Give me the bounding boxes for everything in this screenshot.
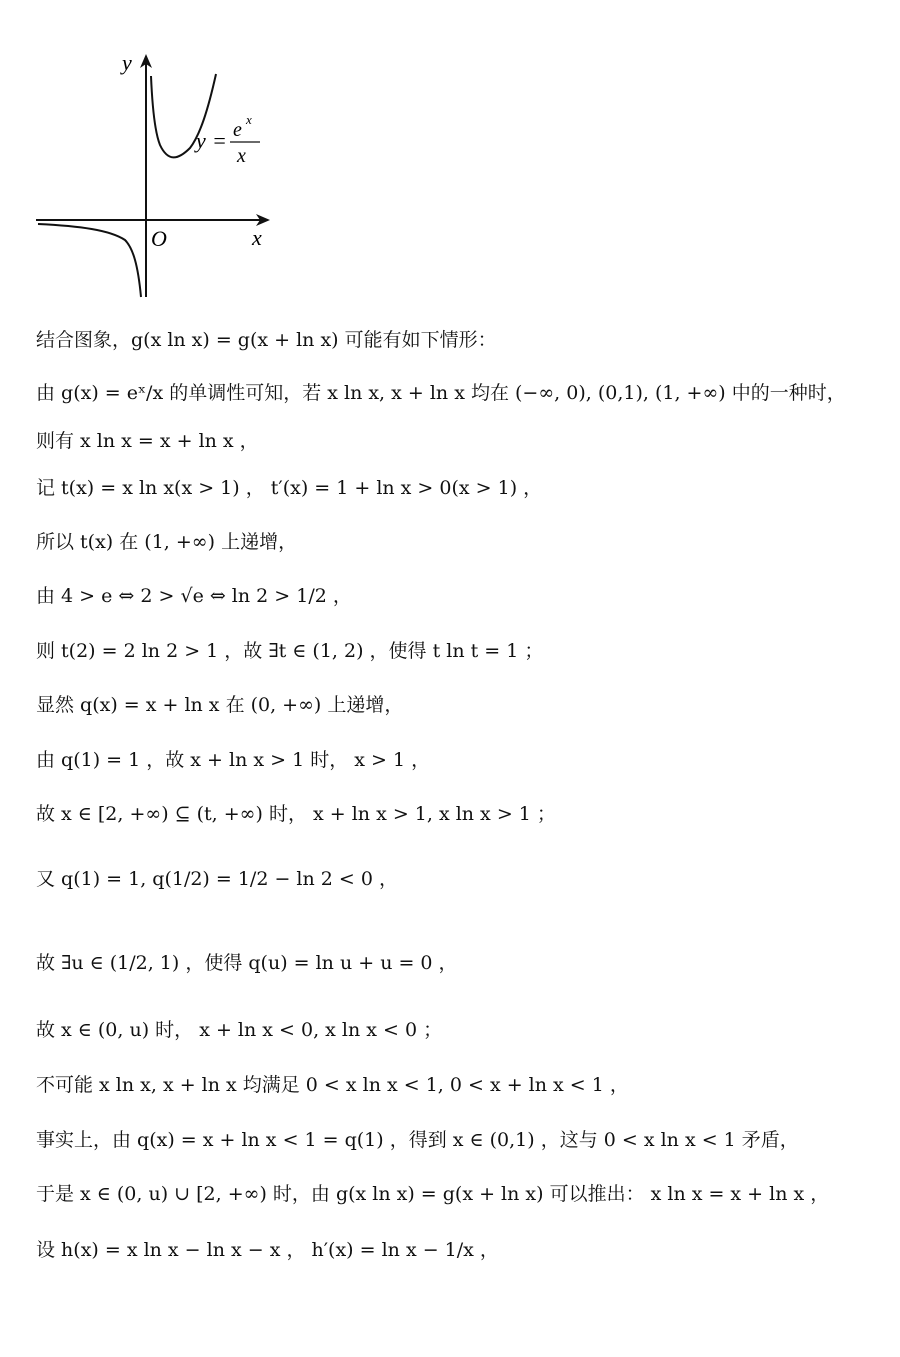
function-graph [30,40,300,305]
text-line: 事实上，由 q(x) = x + ln x < 1 = q(1) ，得到 x ∈ (0,1) ，这与 0 < x ln x < 1 矛盾， [36,1129,799,1151]
text-line: 所以 t(x) 在 (1, +∞) 上递增， [36,531,298,553]
text-line: 故 x ∈ (0, u) 时， x + ln x < 0, x ln x < 0 ； [36,1019,443,1041]
curve-label-superscript: x [246,112,252,127]
text-line: 由 4 > e ⇔ 2 > √e ⇔ ln 2 > 1/2 ， [36,585,352,607]
text-line: 则有 x ln x = x + ln x ， [36,430,259,452]
curve-label-eq: = [212,128,227,153]
text-line: 结合图象，g(x ln x) = g(x + ln x) 可能有如下情形： [36,329,497,351]
curve-label-lhs: y [196,128,206,153]
text-line: 则 t(2) = 2 ln 2 > 1 ，故 ∃t ∈ (1, 2) ，使得 t ln t = 1 ； [36,640,544,662]
text-line: 不可能 x ln x, x + ln x 均满足 0 < x ln x < 1, 0 < x + ln x < 1 ， [36,1074,629,1096]
text-line: 由 q(1) = 1 ，故 x + ln x > 1 时， x > 1 ， [36,749,431,771]
text-line: 故 ∃u ∈ (1/2, 1) ，使得 q(u) = ln u + u = 0 ， [36,952,458,974]
curve-left-branch [38,224,141,297]
y-axis-label: y [122,50,132,75]
x-axis-label: x [252,225,262,250]
text-line: 显然 q(x) = x + ln x 在 (0, +∞) 上递增， [36,694,404,716]
curve-label-numerator: e [233,119,242,141]
text-line: 又 q(1) = 1, q(1/2) = 1/2 − ln 2 < 0 ， [36,868,398,890]
text-line: 由 g(x) = eˣ/x 的单调性可知，若 x ln x, x + ln x 均在 (−∞, 0), (0,1), (1, +∞) 中的一种时， [36,382,846,404]
text-line: 记 t(x) = x ln x(x > 1) ， t′(x) = 1 + ln x > 0(x > 1) ， [36,477,543,499]
curve-label-denominator: x [237,145,246,167]
text-line: 故 x ∈ [2, +∞) ⊆ (t, +∞) 时， x + ln x > 1, x ln x > 1 ； [36,803,556,825]
curve-right-branch [151,74,216,157]
text-line: 设 h(x) = x ln x − ln x − x ， h′(x) = ln x − 1/x ， [36,1239,499,1261]
text-line: 于是 x ∈ (0, u) ∪ [2, +∞) 时，由 g(x ln x) = g(x + ln x) 可以推出： x ln x = x + ln x ， [36,1183,830,1205]
origin-label: O [151,226,167,251]
